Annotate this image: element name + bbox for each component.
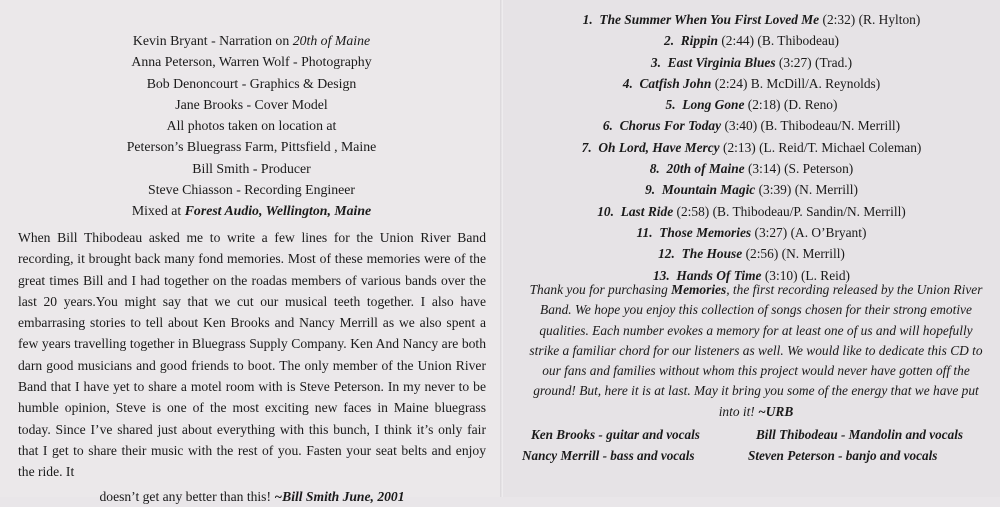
credit-line xyxy=(0,179,503,200)
track-title: East Virginia Blues xyxy=(667,54,776,70)
track-credit: (D. Reno) xyxy=(783,97,838,113)
credit-text: Anna Peterson, Warren Wolf - Photography xyxy=(131,54,372,70)
credit-line xyxy=(0,30,503,51)
track-credit: B. McDill/A. Reynolds) xyxy=(750,75,881,91)
track-duration: (2:13) xyxy=(723,139,756,155)
credit-line xyxy=(0,115,503,136)
track-credit: (S. Peterson) xyxy=(784,161,854,177)
track-credit: (B. Thibodeau/N. Merrill) xyxy=(760,118,901,134)
track-credit: (Trad.) xyxy=(815,54,853,70)
track-duration: (2:32) xyxy=(822,12,856,27)
members-row-1 xyxy=(503,425,1000,446)
track-duration: (3:39) xyxy=(758,182,792,198)
credit-line xyxy=(0,51,503,72)
track-duration: (3:10) xyxy=(764,267,798,283)
track-row xyxy=(503,158,1000,179)
track-number: 10. xyxy=(597,203,614,219)
track-title: Oh Lord, Have Mercy xyxy=(598,139,720,155)
track-title: Catfish John xyxy=(639,75,712,91)
track-credit: (L. Reid/T. Michael Coleman) xyxy=(759,139,922,155)
liner-letter xyxy=(18,227,486,507)
track-duration: (3:40) xyxy=(724,118,758,134)
credit-emphasis: Forest Audio, Wellington, Maine xyxy=(184,203,372,219)
credits-list xyxy=(0,30,503,222)
track-title: Long Gone xyxy=(682,97,745,113)
track-title: Those Memories xyxy=(659,224,752,240)
album-title: Memories xyxy=(671,282,727,297)
track-title: Mountain Magic xyxy=(661,182,756,198)
track-title: The Summer When You First Loved Me xyxy=(599,12,820,27)
credit-text: Jane Brooks - Cover Model xyxy=(175,96,328,112)
track-duration: (3:14) xyxy=(747,161,781,177)
letter-closing: doesn’t get any better than this! xyxy=(99,488,275,504)
members-row-2 xyxy=(503,446,1000,467)
track-duration: (2:24) xyxy=(714,75,748,91)
track-credit: (B. Thibodeau) xyxy=(757,33,839,49)
track-duration: (2:18) xyxy=(747,97,781,113)
track-title: 20th of Maine xyxy=(666,161,745,177)
credit-line xyxy=(0,73,503,94)
track-number: 4. xyxy=(622,75,633,91)
track-title: Chorus For Today xyxy=(619,118,722,134)
track-title: Last Ride xyxy=(620,203,674,219)
credit-text: Kevin Bryant - Narration on xyxy=(132,33,293,48)
track-credit: (L. Reid) xyxy=(800,267,851,283)
track-number: 11. xyxy=(636,224,653,240)
track-credit: (N. Merrill) xyxy=(794,182,858,198)
track-row xyxy=(503,9,1000,30)
track-credit: (A. O’Bryant) xyxy=(790,224,867,240)
thanks-pre: Thank you for purchasing xyxy=(529,282,672,297)
member-nancy: Nancy Merrill - bass and vocals xyxy=(522,447,695,463)
track-number: 9. xyxy=(645,182,656,198)
credit-emphasis: 20th of Maine xyxy=(292,33,371,48)
letter-closing-line xyxy=(18,486,486,507)
track-list xyxy=(503,9,1000,286)
track-credit: (B. Thibodeau/P. Sandin/N. Merrill) xyxy=(712,203,906,219)
track-duration: (2:58) xyxy=(676,203,710,219)
credit-text: Bob Denoncourt - Graphics & Design xyxy=(146,75,357,91)
track-number: 7. xyxy=(581,139,592,155)
credit-line xyxy=(0,158,503,179)
right-panel xyxy=(503,0,1000,497)
band-members xyxy=(503,425,1000,466)
thanks-signature: ~URB xyxy=(758,403,794,419)
track-number: 8. xyxy=(649,161,660,177)
thanks-body: , the first recording released by the Union River Band. We hope you enjoy this collection of songs chosen for their strong emotive qualities. Each number evokes a memory for at least one of us and will hopefully strike a familiar chord for our listeners as well. We would like to dedicate this CD to our fans and families without whom this project would never have gotten off the ground! But, here it is at last. May it bring you some of the energy that we have put into it! xyxy=(529,282,983,419)
track-number: 1. xyxy=(582,12,593,27)
track-credit: (N. Merrill) xyxy=(781,246,845,262)
track-row xyxy=(503,73,1000,94)
credit-text: Peterson’s Bluegrass Farm, Pittsfield , Maine xyxy=(126,139,377,155)
credit-text: Steve Chiasson - Recording Engineer xyxy=(148,182,355,198)
credit-text: Bill Smith - Producer xyxy=(192,160,311,176)
track-number: 6. xyxy=(602,118,613,134)
thank-you-note xyxy=(523,280,989,422)
credit-text: All photos taken on location at xyxy=(166,118,337,134)
track-row xyxy=(503,94,1000,115)
member-bill: Bill Thibodeau - Mandolin and vocals xyxy=(756,427,963,442)
track-duration: (2:44) xyxy=(721,33,755,49)
track-title: Rippin xyxy=(680,33,718,49)
track-number: 3. xyxy=(650,54,661,70)
track-row xyxy=(503,52,1000,73)
credit-line xyxy=(0,94,503,115)
track-credit: (R. Hylton) xyxy=(858,12,921,27)
track-row xyxy=(503,222,1000,243)
track-number: 12. xyxy=(658,246,675,262)
track-number: 13. xyxy=(652,267,670,283)
track-row xyxy=(503,115,1000,136)
track-title: Hands Of Time xyxy=(676,267,762,283)
track-number: 5. xyxy=(665,97,676,113)
member-steven: Steven Peterson - banjo and vocals xyxy=(748,447,938,463)
track-duration: (3:27) xyxy=(778,54,812,70)
member-ken: Ken Brooks - guitar and vocals xyxy=(531,427,700,442)
track-row xyxy=(503,137,1000,158)
track-duration: (3:27) xyxy=(754,224,788,240)
track-duration: (2:56) xyxy=(745,246,779,262)
track-row xyxy=(503,30,1000,51)
track-row xyxy=(503,243,1000,264)
letter-signature: ~Bill Smith June, 2001 xyxy=(274,488,405,504)
credit-text: Mixed at xyxy=(131,203,185,219)
track-row xyxy=(503,201,1000,222)
credit-line xyxy=(0,200,503,221)
letter-body: When Bill Thibodeau asked me to write a few lines for the Union River Band recording, it brought back many fond memories. Most of these memories were of the great times Bill and I had together on the roadas members of various bands over the last 20 years.You might say that we cut our musical teeth together. I also have embarrasing stories to tell about Ken Brooks and Nancy Merrill as we also spent a few years travelling together in Bluegrass Supply Company. Ken And Nancy are both darn good musicians and good friends to boot. The only member of the Union River Band that I have yet to share a motel room with is Steve Peterson. In my never to be humble opinion, Steve is one of the most exciting new faces in Maine bluegrass today. Since I’ve shared just about everything with this bunch, I think it’s only fair that I get to share their music with the rest of you. Fasten your seat belts and enjoy the ride. It xyxy=(18,230,486,480)
credit-line xyxy=(0,136,503,157)
track-number: 2. xyxy=(664,33,675,49)
track-title: The House xyxy=(681,246,743,262)
track-row xyxy=(503,179,1000,200)
